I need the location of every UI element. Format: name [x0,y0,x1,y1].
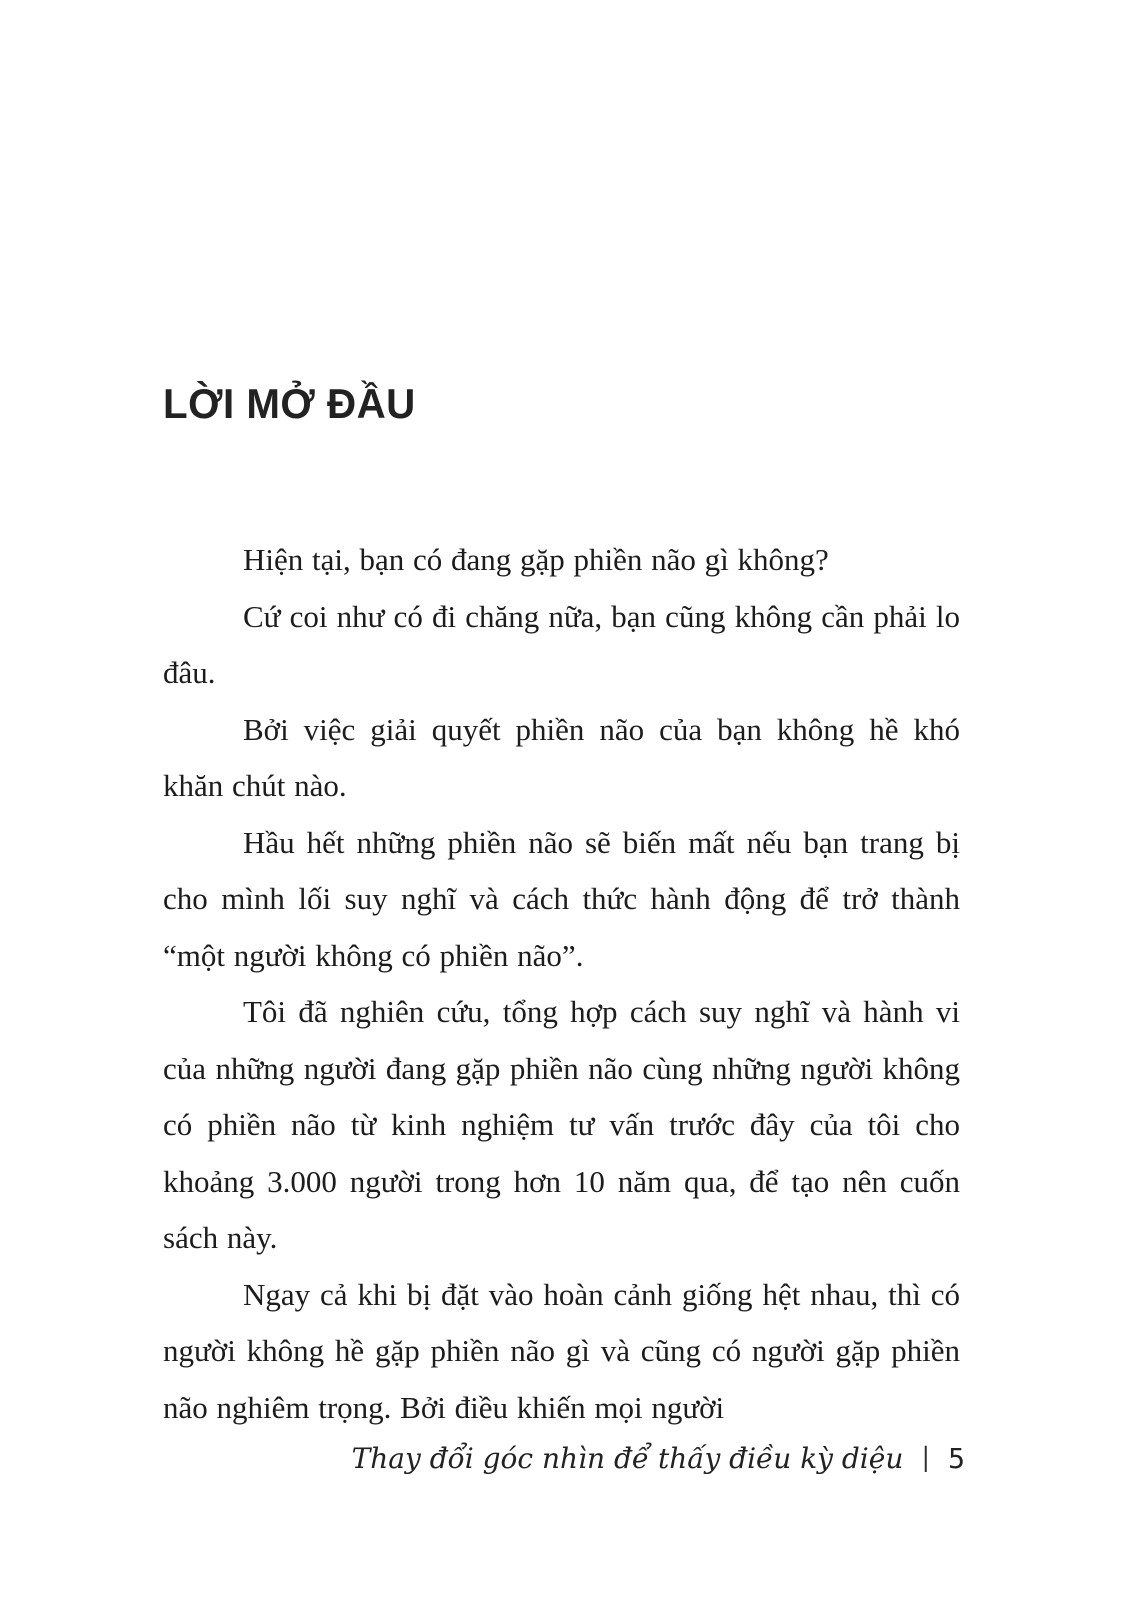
footer-page-number: 5 [948,1442,965,1475]
paragraph: Tôi đã nghiên cứu, tổng hợp cách suy nghĩ và hành vi của những người đang gặp phiền não cùng những người không có phiền não từ kinh nghiệm tư vấn trước đây của tôi cho khoảng 3.000 người trong hơn 10 năm qua, để tạo nên cuốn sách này. [163,994,960,1255]
paragraph: Cứ coi như có đi chăng nữa, bạn cũng không cần phải lo đâu. [163,598,960,690]
body-text [163,532,960,1436]
footer-separator: | [921,1443,931,1473]
page-footer [352,1442,965,1475]
footer-running-title: Thay đổi góc nhìn để thấy điều kỳ diệu [351,1442,904,1475]
paragraph: Hầu hết những phiền não sẽ biến mất nếu bạn trang bị cho mình lối suy nghĩ và cách thức hành động để trở thành “một người không có phiền não”. [163,824,960,973]
chapter-title: LỜI MỞ ĐẦU [163,380,416,428]
paragraph: Hiện tại, bạn có đang gặp phiền não gì không? [243,542,829,577]
paragraph: Bởi việc giải quyết phiền não của bạn không hề khó khăn chút nào. [163,711,960,803]
paragraph: Ngay cả khi bị đặt vào hoàn cảnh giống hệt nhau, thì có người không hề gặp phiền não gì và cũng có người gặp phiền não nghiêm trọng. Bởi điều khiến mọi người [163,1276,960,1425]
